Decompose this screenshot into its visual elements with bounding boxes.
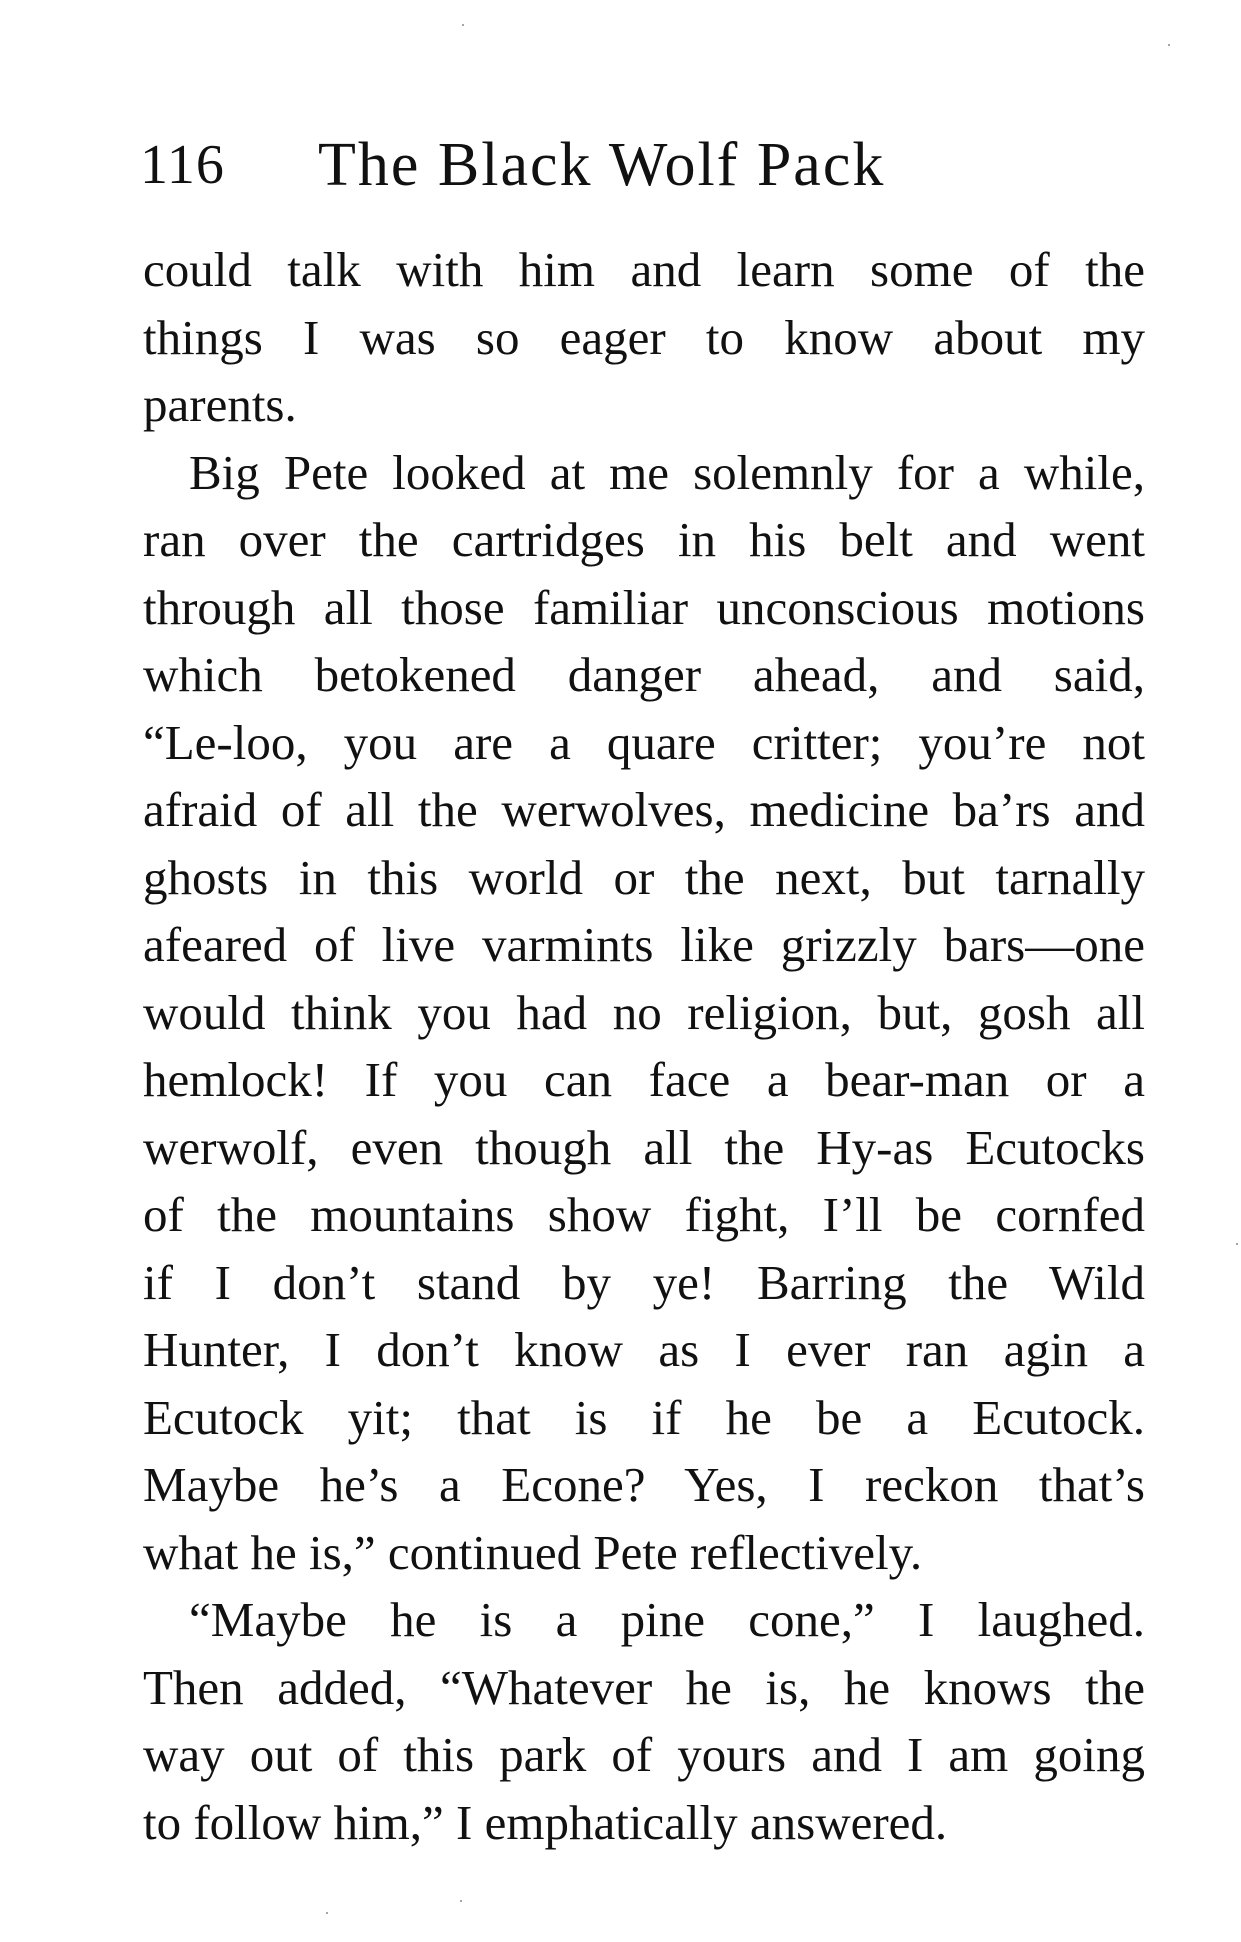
scan-speck (326, 1912, 328, 1914)
text-line: afeared of live varmints like grizzly bars—one (143, 917, 1145, 972)
text-line: what he is,” continued Pete reflectively. (143, 1524, 923, 1580)
text-line: things I was so eager to know about my (143, 309, 1145, 365)
text-line: of the mountains show fight, I’ll be cornfed (143, 1187, 1145, 1242)
scan-speck (1168, 44, 1170, 46)
text-line: “Le-loo, you are a quare critter; you’re not (143, 714, 1145, 770)
scan-speck (462, 24, 464, 26)
text-line: werwolf, even though all the Hy-as Ecutocks (143, 1119, 1145, 1175)
text-line: through all those familiar unconscious motions (143, 579, 1145, 635)
text-line: Then added, “Whatever he is, he knows the (143, 1659, 1145, 1715)
text-line: Ecutock yit; that is if he be a Ecutock. (143, 1389, 1145, 1445)
text-line: could talk with him and learn some of the (143, 242, 1145, 297)
running-title: The Black Wolf Pack (318, 131, 886, 199)
text-line: way out of this park of yours and I am going (143, 1727, 1145, 1782)
text-line: ghosts in this world or the next, but tarnally (143, 849, 1145, 905)
text-line: Big Pete looked at me solemnly for a while, (189, 444, 1145, 500)
text-line: hemlock! If you can face a bear-man or a (143, 1052, 1145, 1107)
scan-speck (1236, 1243, 1238, 1245)
text-line: which betokened danger ahead, and said, (143, 647, 1145, 702)
text-line: Hunter, I don’t know as I ever ran agin a (143, 1322, 1145, 1377)
body-text (143, 236, 1145, 1856)
text-line: if I don’t stand by ye! Barring the Wild (143, 1254, 1145, 1310)
text-line: Maybe he’s a Econe? Yes, I reckon that’s (143, 1457, 1145, 1512)
page-number: 116 (140, 134, 225, 196)
text-line: ran over the cartridges in his belt and went (143, 512, 1145, 567)
text-line: to follow him,” I emphatically answered. (143, 1794, 948, 1850)
scan-speck (460, 1900, 462, 1902)
text-line: afraid of all the werwolves, medicine ba’rs and (143, 782, 1145, 837)
text-line: “Maybe he is a pine cone,” I laughed. (189, 1592, 1145, 1647)
text-line: parents. (143, 377, 297, 432)
text-line: would think you had no religion, but, gosh all (143, 984, 1145, 1040)
page-header (140, 120, 1140, 210)
